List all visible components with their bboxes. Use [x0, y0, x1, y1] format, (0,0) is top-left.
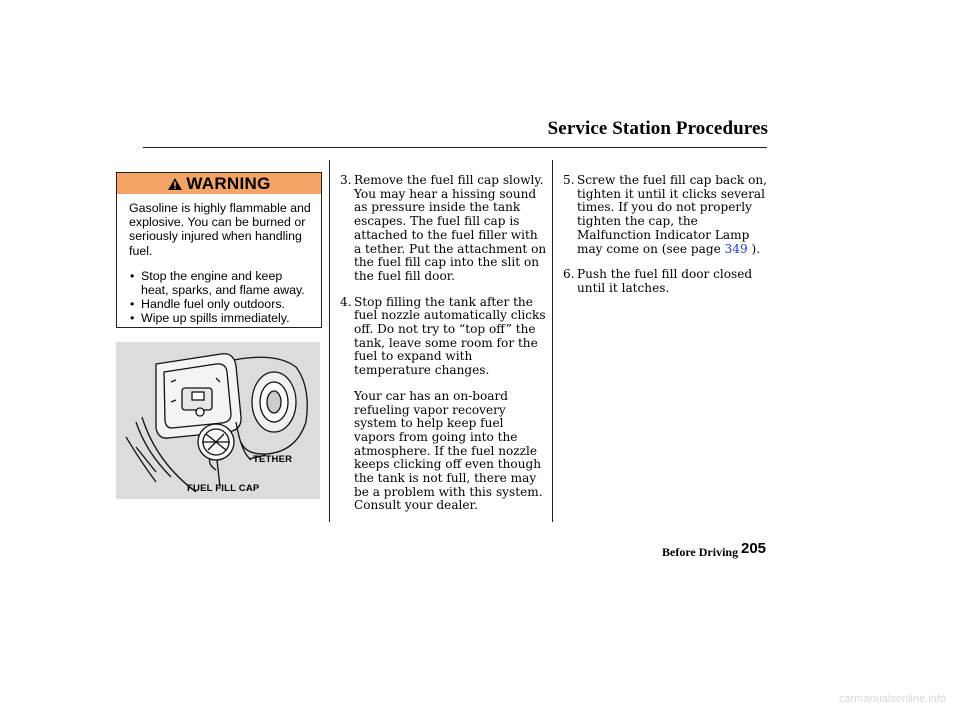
warning-triangle-icon: [167, 177, 183, 191]
step-text: Remove the fuel fill cap slowly. You may hear a hissing sound as pressure inside the tank escapes. The fuel fill cap is attached to the fuel filler with a tether. Put the attachment on the fuel fill cap into the slit on the fuel fill door.: [354, 173, 547, 283]
watermark: carmanualsonline.info: [838, 693, 946, 705]
label-fuel-fill-cap: FUEL FILL CAP: [187, 483, 260, 494]
step-number: 3.: [340, 173, 352, 187]
step-text: Stop filling the tank after the fuel nozzle automatically clicks off. Do not try to “top off” the tank, leave some room for the fuel to expand with temperature changes.: [354, 294, 546, 378]
fuel-cap-figure: [116, 342, 320, 499]
right-column: [563, 174, 768, 308]
column-divider: [329, 160, 330, 522]
warning-banner: [117, 173, 321, 194]
step-4: [340, 296, 548, 378]
step-text: Screw the fuel fill cap back on, tighten it until it clicks several times. If you do not properly tighten the cap, the Malfunction Indicator Lamp may come on (see page: [577, 173, 768, 256]
column-divider: [552, 160, 553, 522]
page-header-title: Service Station Procedures: [547, 118, 768, 139]
warning-bullet: • Stop the engine and keep heat, sparks, and flame away.: [129, 269, 311, 297]
warning-box: [116, 172, 322, 328]
step-3: [340, 174, 548, 284]
warning-intro: Gasoline is highly flammable and explosive. You can be burned or seriously injured when handling fuel.: [129, 201, 311, 258]
label-tether: TETHER: [253, 454, 293, 465]
step-number: 6.: [563, 267, 575, 282]
warning-bullet: • Handle fuel only outdoors.: [129, 297, 311, 311]
step-number: 5.: [563, 173, 575, 187]
fuel-door-illustration: [116, 342, 320, 499]
warning-body: [117, 194, 321, 326]
warning-list: [129, 269, 311, 326]
step-text-end: ).: [751, 241, 761, 256]
step-number: 4.: [340, 294, 352, 309]
middle-column: [340, 174, 548, 513]
warning-bullet: • Wipe up spills immediately.: [129, 311, 311, 325]
warning-heading: WARNING: [186, 173, 271, 193]
refuel-note: Your car has an on-board refueling vapor recovery system to help keep fuel vapors from going into the atmosphere. If the fuel nozzle keeps clicking off even though the tank is not full, there may be a problem with this system. Consult your dealer.: [354, 388, 543, 513]
step-5: [563, 174, 768, 256]
header-rule: [143, 147, 767, 148]
footer-section-name: Before Driving: [662, 545, 739, 559]
page-link[interactable]: 349: [724, 241, 748, 256]
footer-page-number: 205: [741, 540, 767, 557]
step-6: [563, 268, 768, 295]
step-text: Push the fuel fill door closed until it latches.: [577, 267, 753, 295]
